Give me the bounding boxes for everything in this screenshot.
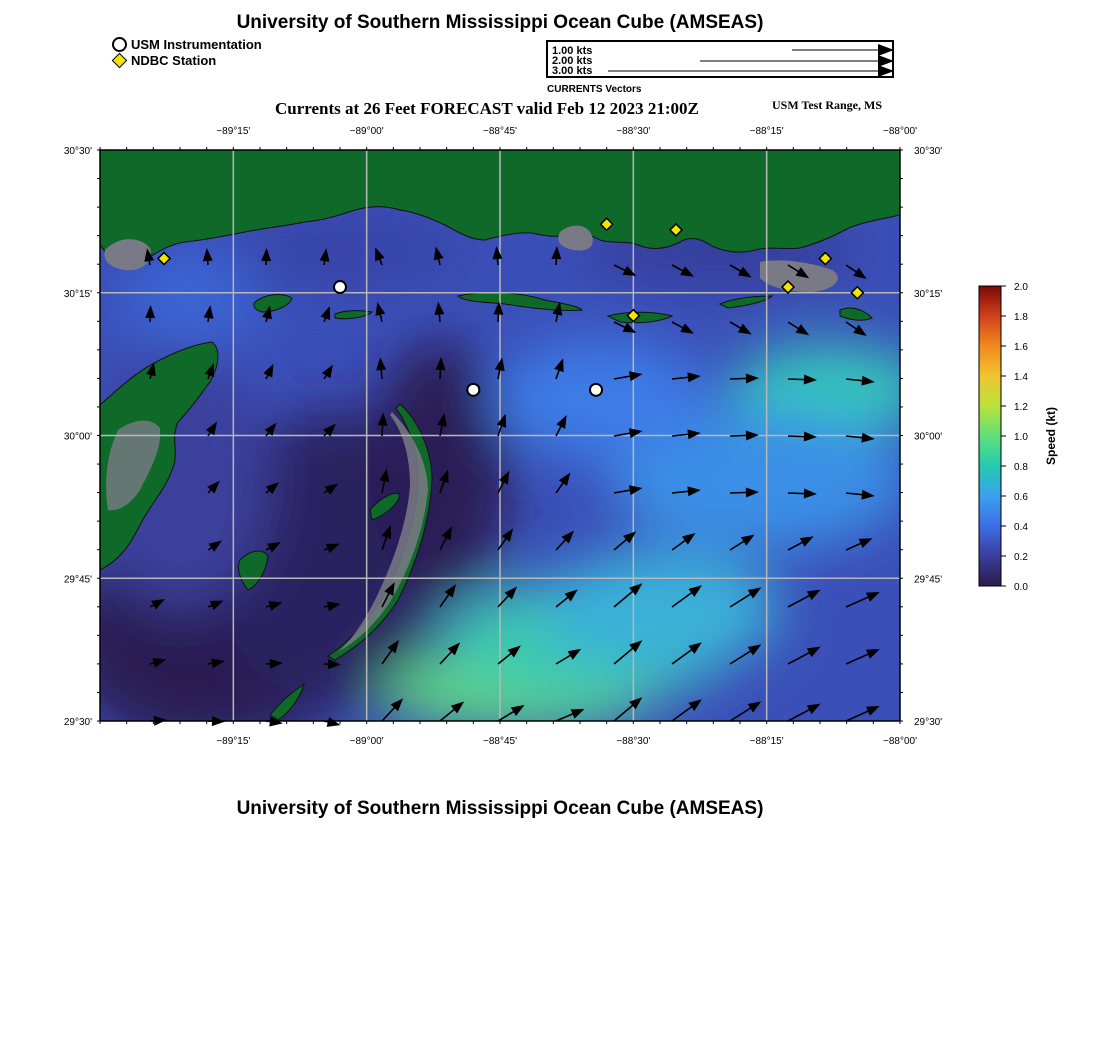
colorbar-title: Speed (kt) (1044, 406, 1058, 466)
lat-tick-label-left: 30°15' (63, 288, 92, 300)
usm-station-marker[interactable] (590, 384, 602, 396)
lat-tick-label-right: 30°15' (914, 288, 943, 300)
lat-tick-label-right: 30°00' (914, 431, 943, 443)
region-name: USM Test Range, MS (772, 98, 883, 112)
lon-tick-label-top: −89°00' (349, 126, 384, 137)
colorbar-tick-label: 0.8 (1014, 462, 1028, 473)
lat-tick-label-left: 29°45' (63, 574, 92, 586)
lon-tick-label-bottom: −88°00' (883, 736, 917, 747)
lat-tick-label-right: 29°30' (914, 717, 943, 728)
colorbar-tick-label: 0.4 (1014, 522, 1028, 533)
lat-tick-label-right: 30°30' (914, 146, 943, 157)
colorbar-tick-label: 0.6 (1014, 492, 1028, 503)
usm-station-marker[interactable] (334, 281, 346, 293)
colorbar-tick-label: 1.0 (1014, 432, 1028, 443)
scale-label-3: 3.00 kts (552, 65, 593, 77)
colorbar-ticks (1001, 282, 1028, 593)
lon-tick-label-bottom: −88°30' (616, 736, 651, 747)
colorbar-tick-label: 2.0 (1014, 282, 1028, 293)
legend-ndbc-label: NDBC Station (131, 53, 217, 68)
lon-tick-label-bottom: −88°15' (749, 736, 784, 747)
lon-tick-label-top: −88°00' (883, 126, 917, 137)
usm-station-marker[interactable] (467, 384, 479, 396)
lat-tick-label-right: 29°45' (914, 574, 943, 586)
lon-tick-label-bottom: −89°00' (349, 736, 384, 747)
lat-tick-label-left: 30°30' (63, 146, 92, 157)
legend-usm-label: USM Instrumentation (131, 37, 262, 52)
map-title: University of Southern Mississippi Ocean Cube (AMSEAS) (236, 12, 764, 33)
colorbar-tick-label: 1.4 (1014, 372, 1028, 383)
lon-tick-label-bottom: −89°15' (216, 736, 251, 747)
colorbar-tick-label: 0.0 (1014, 582, 1028, 593)
scale-label-2: 2.00 kts (552, 55, 593, 67)
lat-tick-label-left: 29°30' (63, 717, 92, 728)
colorbar-tick-label: 1.2 (1014, 402, 1028, 413)
vectors-caption: CURRENTS Vectors (547, 84, 642, 95)
lon-tick-label-bottom: −88°45' (483, 736, 517, 747)
colorbar-tick-label: 1.6 (1014, 342, 1028, 353)
lon-tick-label-top: −88°30' (616, 126, 651, 137)
footer-title: University of Southern Mississippi Ocean Cube (AMSEAS) (236, 798, 764, 819)
lon-tick-label-top: −89°15' (216, 126, 251, 137)
scale-label-1: 1.00 kts (552, 45, 593, 57)
colorbar-tick-label: 0.2 (1014, 552, 1028, 563)
lat-tick-label-left: 30°00' (63, 431, 92, 443)
colorbar-ramp (979, 286, 1001, 586)
colorbar (979, 282, 1058, 593)
lon-tick-label-top: −88°45' (483, 126, 517, 137)
lon-tick-label-top: −88°15' (749, 126, 784, 137)
colorbar-tick-label: 1.8 (1014, 312, 1028, 323)
forecast-subtitle: Currents at 26 Feet FORECAST valid Feb 12 2023 21:00Z (275, 99, 699, 118)
